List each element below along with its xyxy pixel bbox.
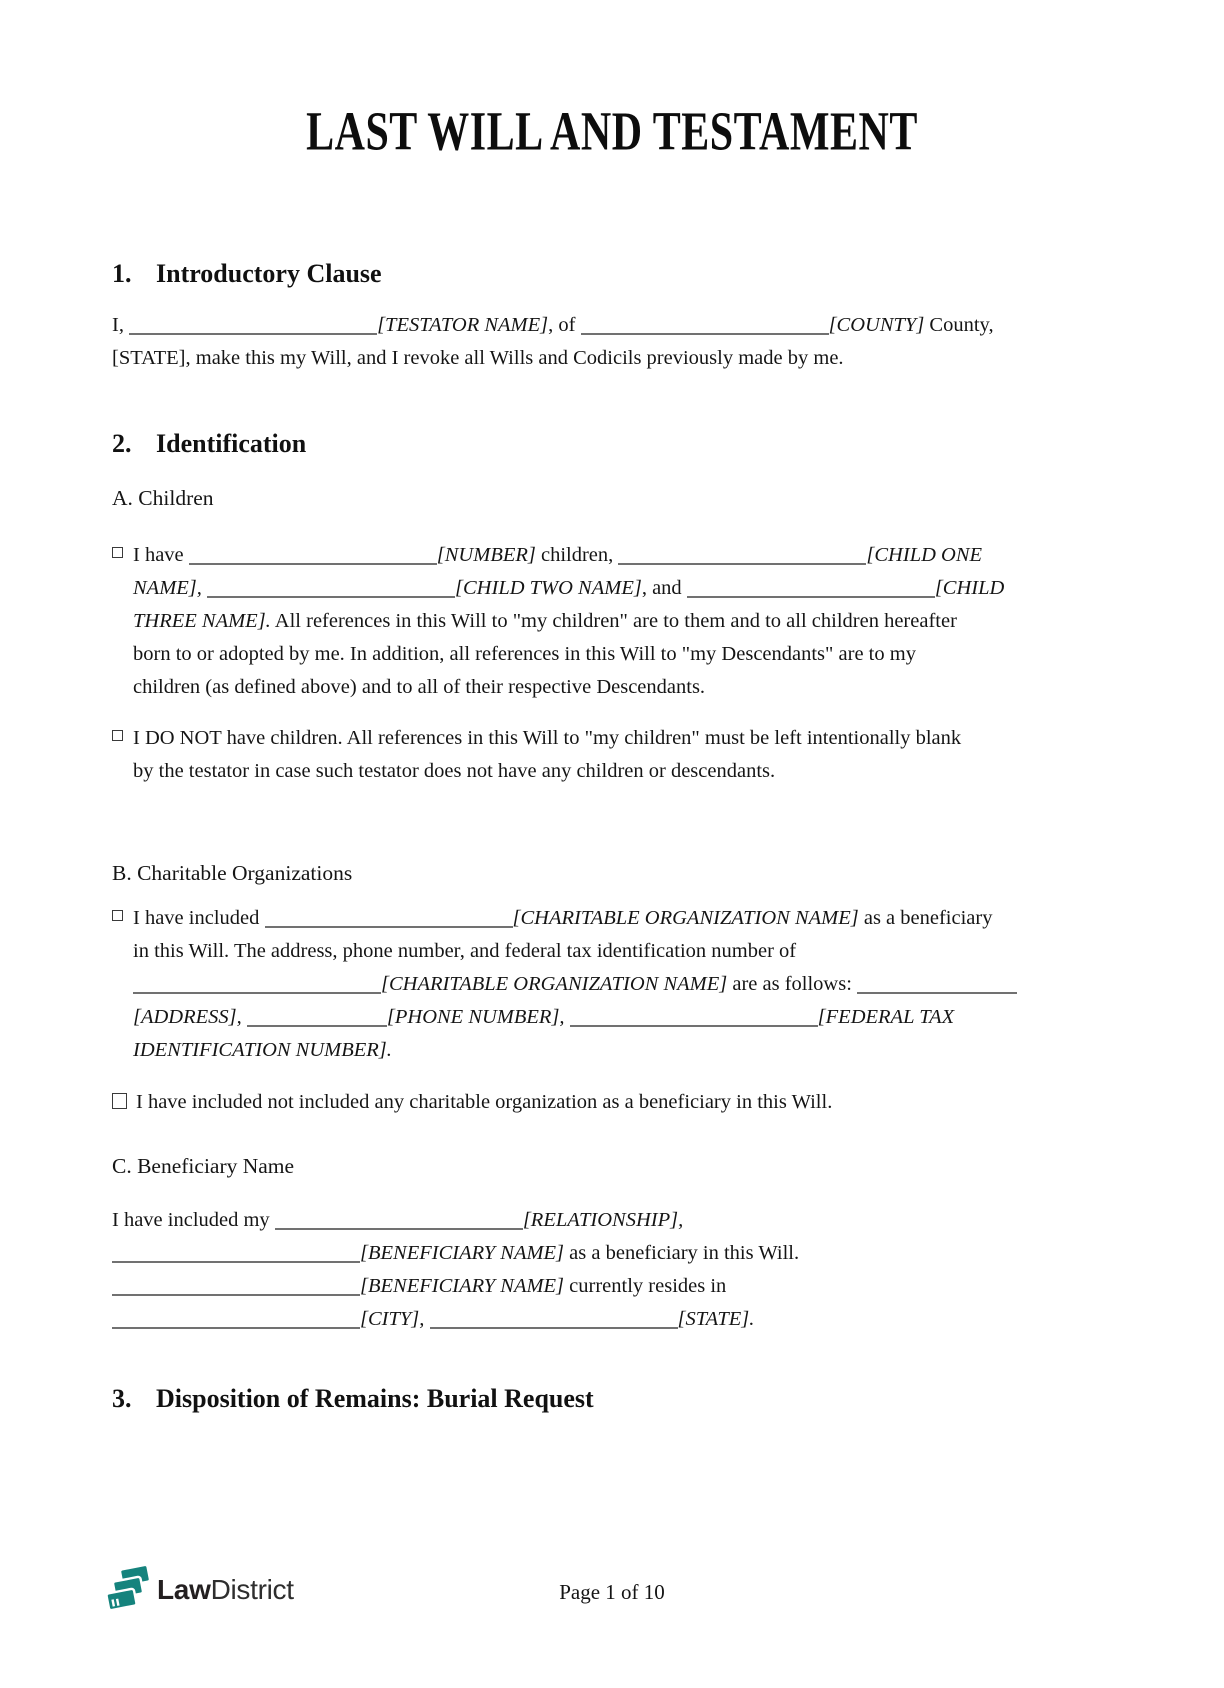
- placeholder: [CHILD ONE: [866, 544, 983, 566]
- brand-name: [157, 1573, 294, 1605]
- placeholder: NAME],: [133, 577, 202, 599]
- placeholder: [TESTATOR NAME]: [377, 314, 549, 336]
- document-title: LAST WILL AND TESTAMENT: [306, 101, 918, 163]
- text-run: All references in this Will to "my children" are to them and to all children hereafter: [270, 610, 957, 632]
- paragraph-line: [133, 1034, 1112, 1067]
- paragraph-line: [112, 309, 1112, 342]
- paragraph-line: [133, 902, 1112, 935]
- blank-line: [247, 1013, 387, 1027]
- paragraph-line: [133, 968, 1112, 1001]
- paragraph: [112, 722, 1112, 788]
- placeholder: [FEDERAL TAX: [817, 1006, 955, 1028]
- section-number: 2.: [112, 429, 132, 458]
- paragraph-line: [133, 1001, 1112, 1034]
- text-run: by the testator in case such testator does not have any children or descendants.: [133, 760, 776, 782]
- paragraph-line: [133, 638, 1112, 671]
- document-content: [0, 101, 1224, 1416]
- checkbox[interactable]: [112, 910, 123, 921]
- section-heading: [112, 1382, 1112, 1416]
- placeholder: [COUNTY]: [828, 314, 925, 336]
- page-footer: [0, 1564, 1224, 1630]
- section-title: Disposition of Remains: Burial Request: [156, 1384, 594, 1413]
- paragraph-line: [133, 755, 1112, 788]
- paragraph: [112, 539, 1112, 704]
- paragraph-line: [112, 1204, 1112, 1237]
- section-title: Identification: [156, 429, 307, 458]
- brand-logo: [107, 1566, 294, 1613]
- blank-line: [687, 584, 935, 598]
- subsection-heading: B. Charitable Organizations: [112, 861, 353, 885]
- checkbox[interactable]: [112, 547, 123, 558]
- text-run: children,: [535, 544, 619, 566]
- paragraph: [112, 1204, 1112, 1336]
- text-run: I have: [133, 544, 189, 566]
- subsection-heading: C. Beneficiary Name: [112, 1154, 295, 1178]
- checkbox[interactable]: [112, 1093, 127, 1109]
- text-run: I,: [112, 314, 130, 336]
- text-run: , of: [548, 314, 581, 336]
- text-run: I have included my: [112, 1209, 275, 1231]
- blank-line: [275, 1216, 523, 1230]
- placeholder: THREE NAME].: [133, 610, 271, 632]
- blank-line: [581, 321, 829, 335]
- text-run: I have included not included any charitable organization as a beneficiary in this Will.: [136, 1091, 833, 1113]
- placeholder: [BENEFICIARY NAME]: [360, 1275, 565, 1297]
- text-run: I have included: [133, 907, 265, 929]
- placeholder: [CHARITABLE ORGANIZATION NAME]: [381, 973, 728, 995]
- placeholder: [RELATIONSHIP],: [522, 1209, 684, 1231]
- section-heading: [112, 427, 1112, 461]
- brand-district: District: [210, 1573, 294, 1605]
- page-number: Page 1 of 10: [559, 1580, 665, 1604]
- text-run: children (as defined above) and to all of their respective Descendants.: [133, 676, 706, 698]
- paragraph-line: [133, 605, 1112, 638]
- blank-line: [112, 1315, 360, 1329]
- blank-line: [133, 980, 381, 994]
- section-number: 1.: [112, 259, 132, 288]
- placeholder: [CHILD: [934, 577, 1005, 599]
- text-run: born to or adopted by me. In addition, all references in this Will to "my Descendants" are to my: [133, 643, 916, 665]
- paragraph-line: [133, 722, 1112, 755]
- section-number: 3.: [112, 1384, 132, 1413]
- blank-line: [112, 1282, 360, 1296]
- paragraph: [112, 309, 1112, 375]
- paragraph-line: [112, 1303, 1112, 1336]
- placeholder: [BENEFICIARY NAME]: [360, 1242, 565, 1264]
- text-run: currently resides in: [564, 1275, 727, 1297]
- blank-line: [129, 321, 377, 335]
- paragraph-line: [112, 1237, 1112, 1270]
- brand-law: Law: [157, 1573, 211, 1605]
- text-run: are as follows:: [727, 973, 858, 995]
- placeholder: [CHARITABLE ORGANIZATION NAME]: [512, 907, 859, 929]
- blank-line: [618, 551, 866, 565]
- blank-line: [265, 914, 513, 928]
- checkbox[interactable]: [112, 730, 123, 741]
- placeholder: [NUMBER]: [436, 544, 536, 566]
- text-run: as a beneficiary: [858, 907, 993, 929]
- blank-line: [857, 980, 1017, 994]
- placeholder: [CHILD TWO NAME]: [455, 577, 642, 599]
- subsection-heading: A. Children: [112, 486, 214, 510]
- paragraph-line: [133, 935, 1112, 968]
- section-heading: [112, 257, 1112, 291]
- text-run: as a beneficiary in this Will.: [564, 1242, 800, 1264]
- paragraph-line: [112, 1086, 1112, 1119]
- section-title: Introductory Clause: [156, 259, 382, 288]
- placeholder: [STATE].: [677, 1308, 755, 1330]
- paragraph-line: [112, 342, 1112, 375]
- title-block: [112, 101, 1112, 163]
- blank-line: [189, 551, 437, 565]
- paragraph-line: [133, 671, 1112, 704]
- placeholder: [ADDRESS],: [133, 1006, 242, 1028]
- document-page: [0, 101, 1224, 1688]
- blank-line: [207, 584, 455, 598]
- text-run: in this Will. The address, phone number, and federal tax identification number of: [133, 940, 797, 962]
- paragraph: [112, 902, 1112, 1067]
- paragraph: [112, 1086, 1112, 1119]
- placeholder: [CITY],: [360, 1308, 425, 1330]
- text-run: , and: [641, 577, 687, 599]
- text-run: I DO NOT have children. All references in this Will to "my children" must be left intentionally blank: [133, 727, 962, 749]
- paragraph-line: [133, 572, 1112, 605]
- blank-line: [570, 1013, 818, 1027]
- text-run: County,: [924, 314, 994, 336]
- placeholder: IDENTIFICATION NUMBER].: [133, 1039, 392, 1061]
- paragraph-line: [133, 539, 1112, 572]
- blank-line: [112, 1249, 360, 1263]
- placeholder: [PHONE NUMBER],: [386, 1006, 565, 1028]
- paragraph-line: [112, 1270, 1112, 1303]
- stacked-layers-icon: [107, 1566, 152, 1613]
- blank-line: [430, 1315, 678, 1329]
- document-body: [112, 257, 1112, 1416]
- text-run: [STATE], make this my Will, and I revoke all Wills and Codicils previously made by me.: [112, 347, 844, 369]
